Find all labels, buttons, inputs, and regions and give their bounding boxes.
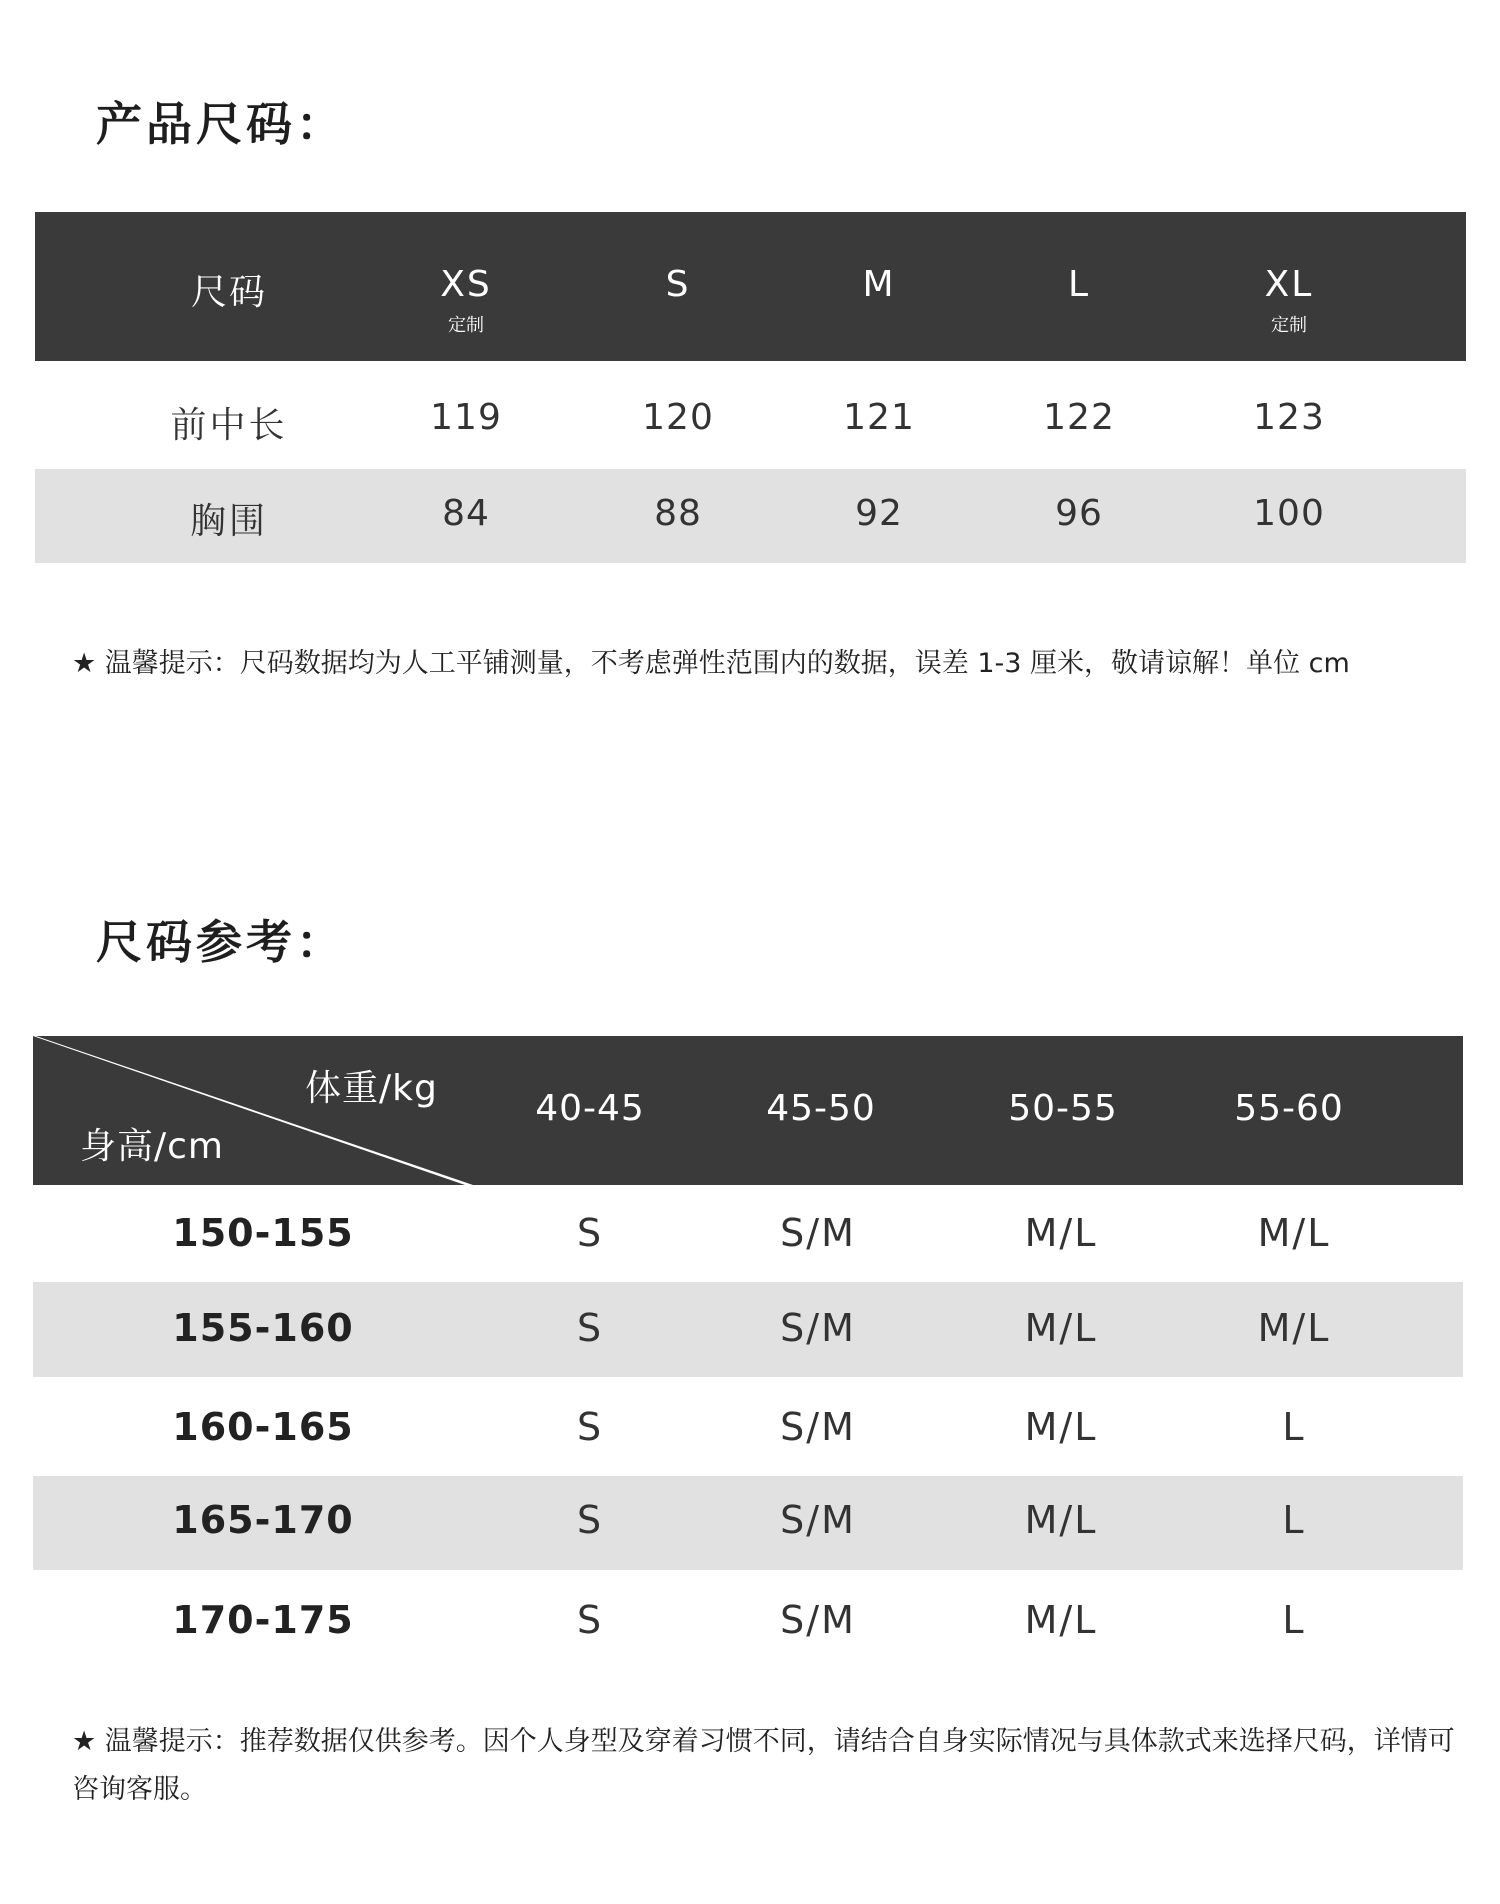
table-row (35, 469, 1466, 563)
table-cell: S (576, 1598, 604, 1642)
header-col-size: XL (1264, 264, 1314, 305)
header-col-size: XS (440, 264, 492, 305)
table-cell: M/L (1257, 1211, 1331, 1255)
size-reference-note: ★ 温馨提示：推荐数据仅供参考。因个人身型及穿着习惯不同，请结合自身实际情况与具体款式来选择尺码，详情可咨询客服。 (72, 1726, 1455, 1805)
header-col-size: L (1067, 264, 1091, 305)
row-label: 前中长 (170, 405, 288, 446)
table-cell: S (576, 1405, 604, 1449)
corner-diagonal-line (33, 1036, 473, 1188)
table-cell: 120 (642, 397, 714, 438)
row-label: 165-170 (172, 1498, 354, 1542)
header-col-xs (440, 264, 492, 337)
table-row (33, 1570, 1463, 1669)
corner-height-label: 身高/cm (80, 1126, 224, 1167)
table-cell: S (576, 1498, 604, 1542)
product-size-table-header (35, 212, 1466, 361)
row-label: 170-175 (172, 1598, 354, 1642)
table-cell: 88 (654, 493, 702, 534)
header-size-label: 尺码 (190, 272, 268, 313)
row-label: 150-155 (172, 1211, 354, 1255)
table-row (33, 1185, 1463, 1282)
table-cell: 96 (1055, 493, 1103, 534)
header-col-xl (1265, 264, 1314, 337)
table-cell: 84 (442, 493, 490, 534)
header-col-l (1068, 264, 1090, 305)
table-cell: S (576, 1306, 604, 1350)
row-label: 155-160 (172, 1306, 354, 1350)
header-col-note: 定制 (1271, 315, 1307, 336)
table-cell: 92 (855, 493, 903, 534)
table-cell: L (1282, 1598, 1306, 1642)
header-weight-col: 50-55 (1008, 1088, 1118, 1129)
table-cell: 121 (843, 397, 915, 438)
header-col-size: S (665, 264, 691, 305)
row-label: 胸围 (189, 501, 269, 542)
table-cell: S (576, 1211, 604, 1255)
header-col-m (862, 264, 895, 305)
table-row (33, 1377, 1463, 1476)
table-row (35, 361, 1466, 469)
size-reference-title: 尺码参考： (96, 915, 346, 969)
header-col-s (666, 264, 691, 305)
header-weight-col: 45-50 (766, 1088, 876, 1129)
table-cell: L (1282, 1498, 1306, 1542)
table-row (33, 1476, 1463, 1570)
table-cell: M/L (1257, 1306, 1331, 1350)
table-cell: M/L (1024, 1306, 1098, 1350)
table-cell: 123 (1253, 397, 1325, 438)
table-cell: M/L (1024, 1498, 1098, 1542)
product-size-title: 产品尺码： (96, 97, 346, 151)
table-cell: S/M (780, 1306, 856, 1350)
table-cell: S/M (780, 1498, 856, 1542)
header-weight-col: 40-45 (535, 1088, 645, 1129)
corner-weight-label: 体重/kg (305, 1068, 438, 1109)
table-cell: L (1282, 1405, 1306, 1449)
table-cell: M/L (1024, 1405, 1098, 1449)
row-label: 160-165 (172, 1405, 354, 1449)
table-cell: 122 (1043, 397, 1115, 438)
table-row (33, 1282, 1463, 1377)
table-cell: M/L (1024, 1211, 1098, 1255)
table-cell: S/M (780, 1598, 856, 1642)
table-cell: 100 (1253, 493, 1325, 534)
table-cell: S/M (780, 1211, 856, 1255)
table-cell: M/L (1024, 1598, 1098, 1642)
table-cell: 119 (430, 397, 502, 438)
header-col-note: 定制 (447, 315, 484, 336)
header-col-size: M (862, 264, 896, 305)
header-weight-col: 55-60 (1234, 1088, 1344, 1129)
product-size-note: ★ 温馨提示：尺码数据均为人工平铺测量，不考虑弹性范围内的数据，误差 1-3 厘米，敬请谅解！单位 cm (72, 648, 1350, 679)
table-cell: S/M (780, 1405, 856, 1449)
